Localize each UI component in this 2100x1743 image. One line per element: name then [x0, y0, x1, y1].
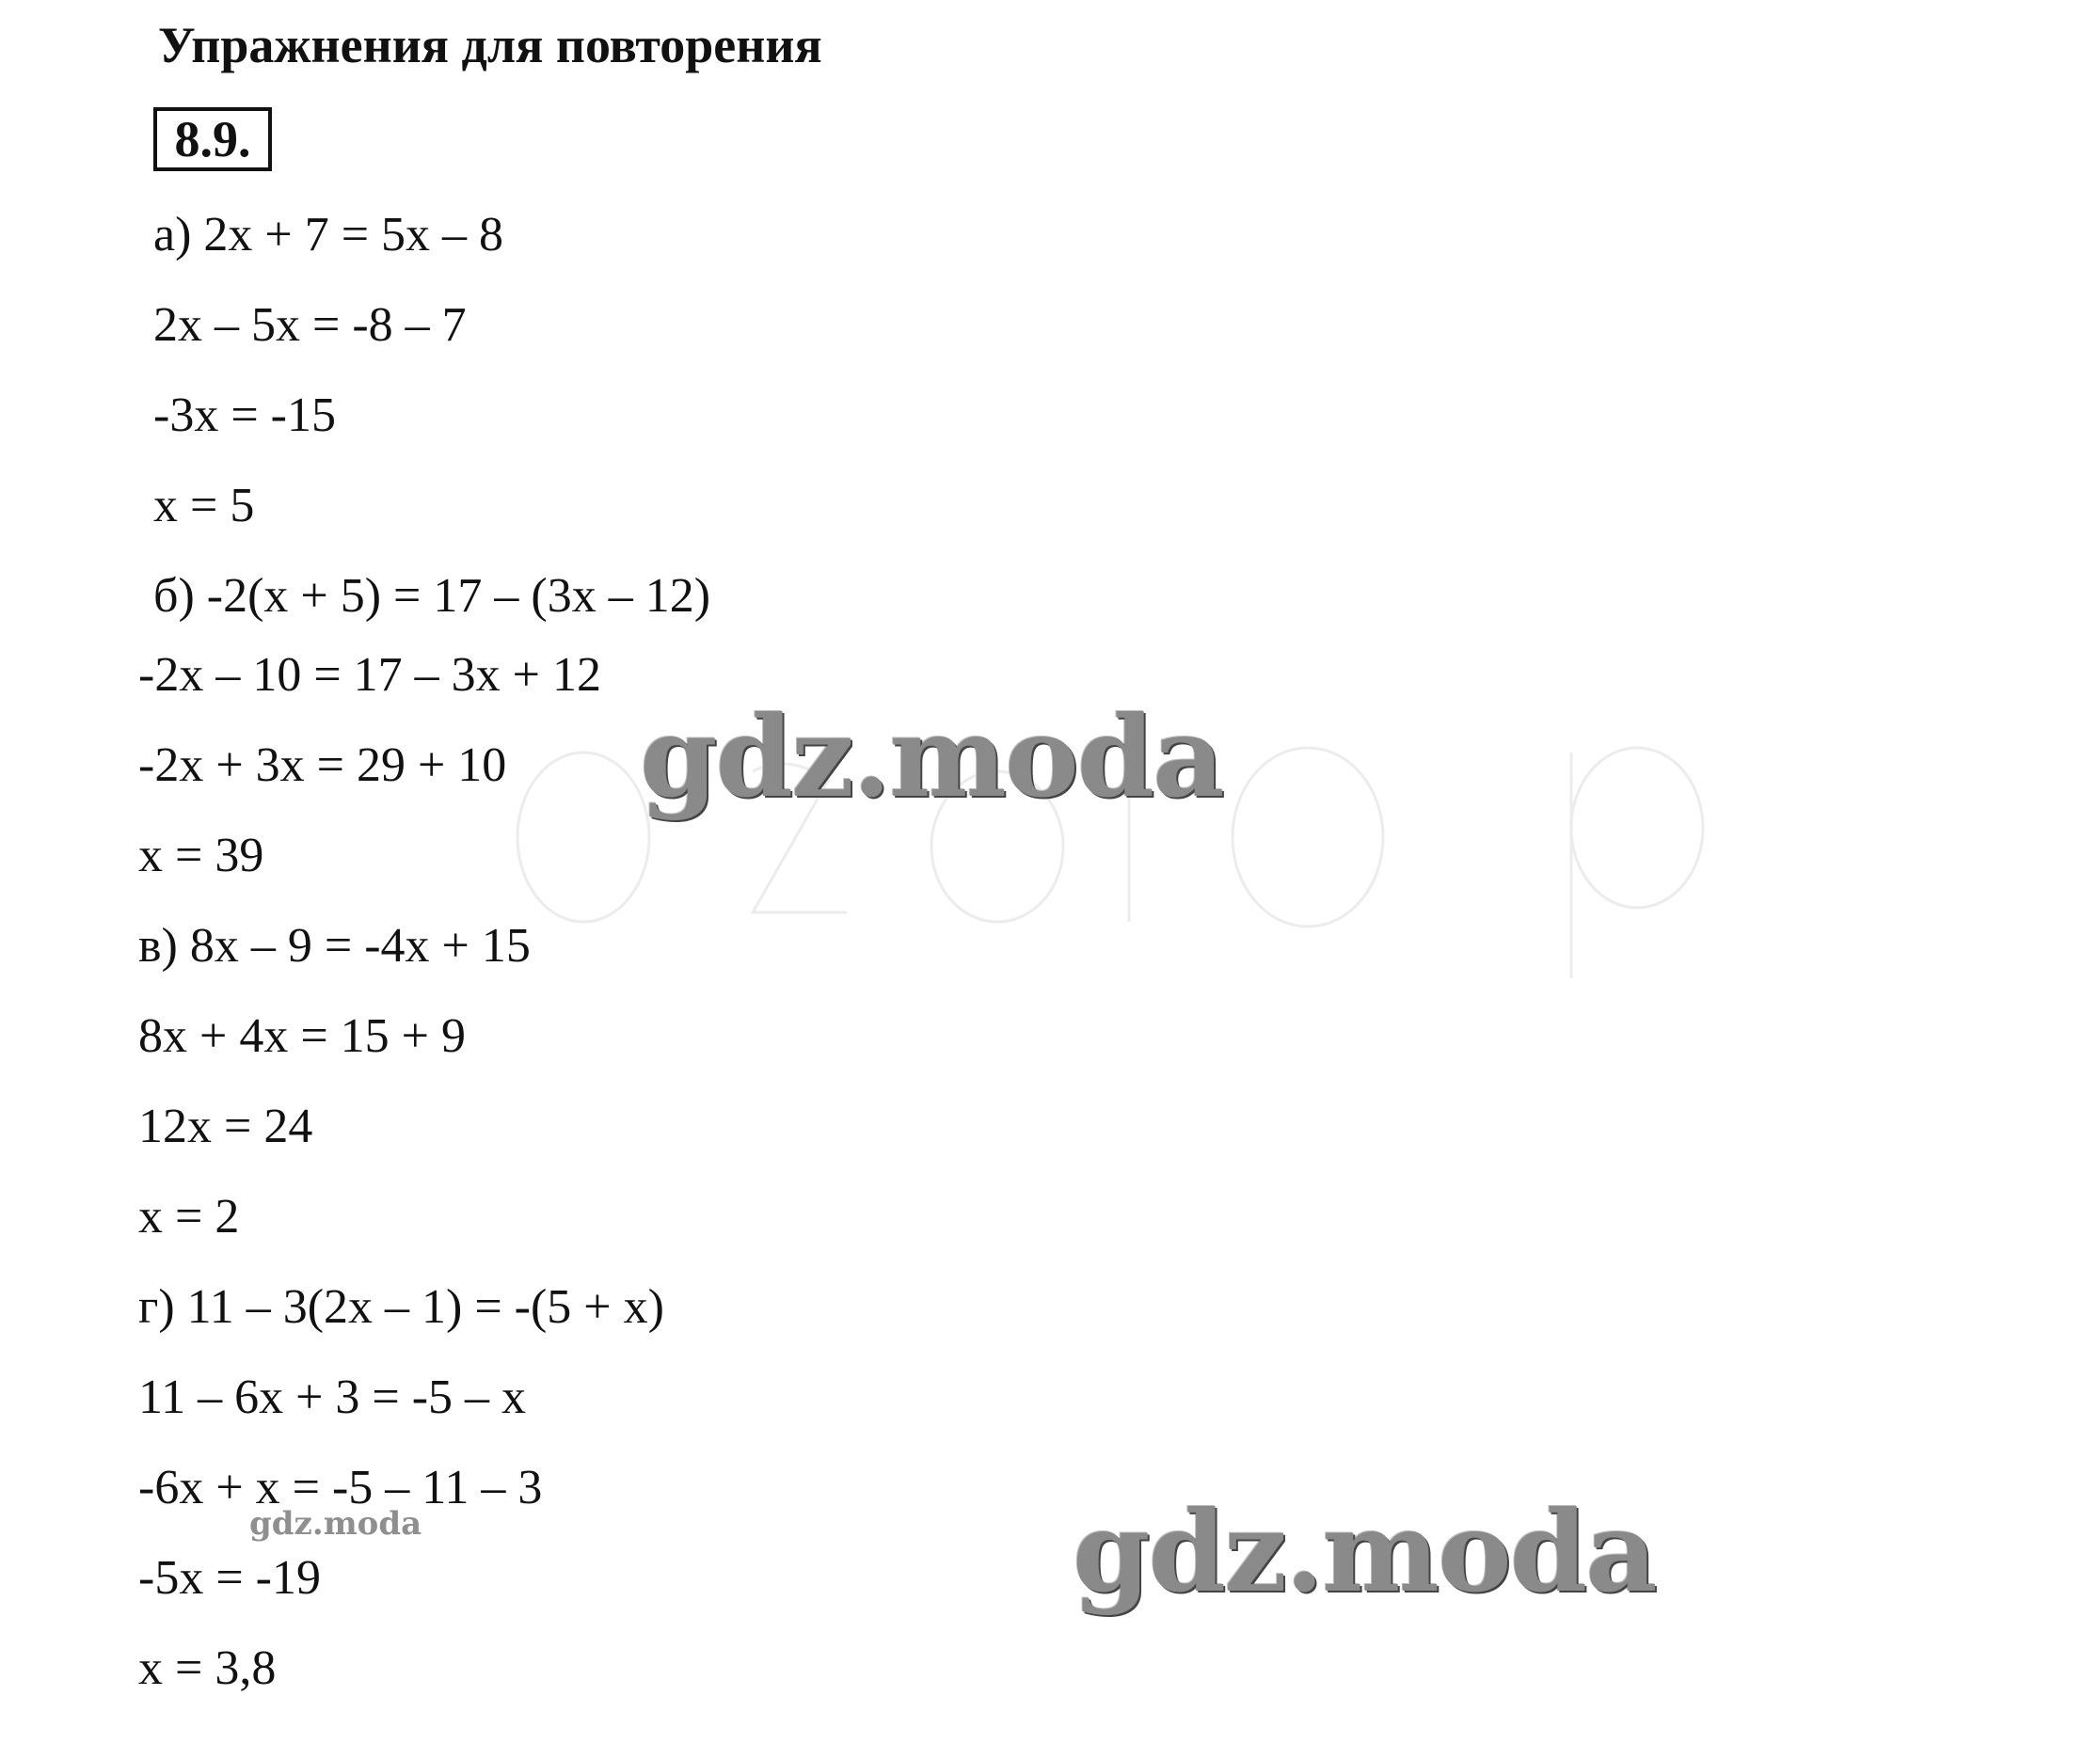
watermark-logo-2: gdz.moda [1073, 1486, 1656, 1617]
solution-line-b-3: -2x + 3x = 29 + 10 [138, 738, 507, 792]
solution-line-d-2: 11 – 6x + 3 = -5 – x [138, 1371, 527, 1424]
solution-line-b-4: x = 39 [138, 829, 264, 882]
solution-line-a-2: 2x – 5x = -8 – 7 [153, 298, 467, 352]
exercise-number-box: 8.9. [153, 107, 272, 171]
solution-line-c-4: x = 2 [138, 1190, 240, 1244]
solution-line-c-2: 8x + 4x = 15 + 9 [138, 1009, 466, 1063]
solution-line-d-3: -6x + x = -5 – 11 – 3 [138, 1461, 543, 1514]
solution-line-a-4: x = 5 [153, 479, 255, 532]
solution-line-a-1: а) 2x + 7 = 5x – 8 [153, 208, 504, 261]
section-heading: Упражнения для повторения [158, 17, 822, 73]
solution-line-c-1: в) 8x – 9 = -4x + 15 [138, 919, 531, 973]
solution-line-b-2: -2x – 10 = 17 – 3x + 12 [138, 648, 601, 702]
watermark-logo-1: gdz.moda [640, 691, 1223, 822]
solution-line-a-3: -3x = -15 [153, 388, 336, 442]
solution-line-d-1: г) 11 – 3(2x – 1) = -(5 + x) [138, 1280, 664, 1334]
solution-line-d-5: x = 3,8 [138, 1641, 277, 1695]
watermark-small: gdz.moda [249, 1505, 422, 1543]
solution-line-c-3: 12x = 24 [138, 1100, 313, 1153]
solution-line-d-4: -5x = -19 [138, 1551, 321, 1605]
solution-line-b-1: б) -2(x + 5) = 17 – (3x – 12) [153, 569, 711, 623]
